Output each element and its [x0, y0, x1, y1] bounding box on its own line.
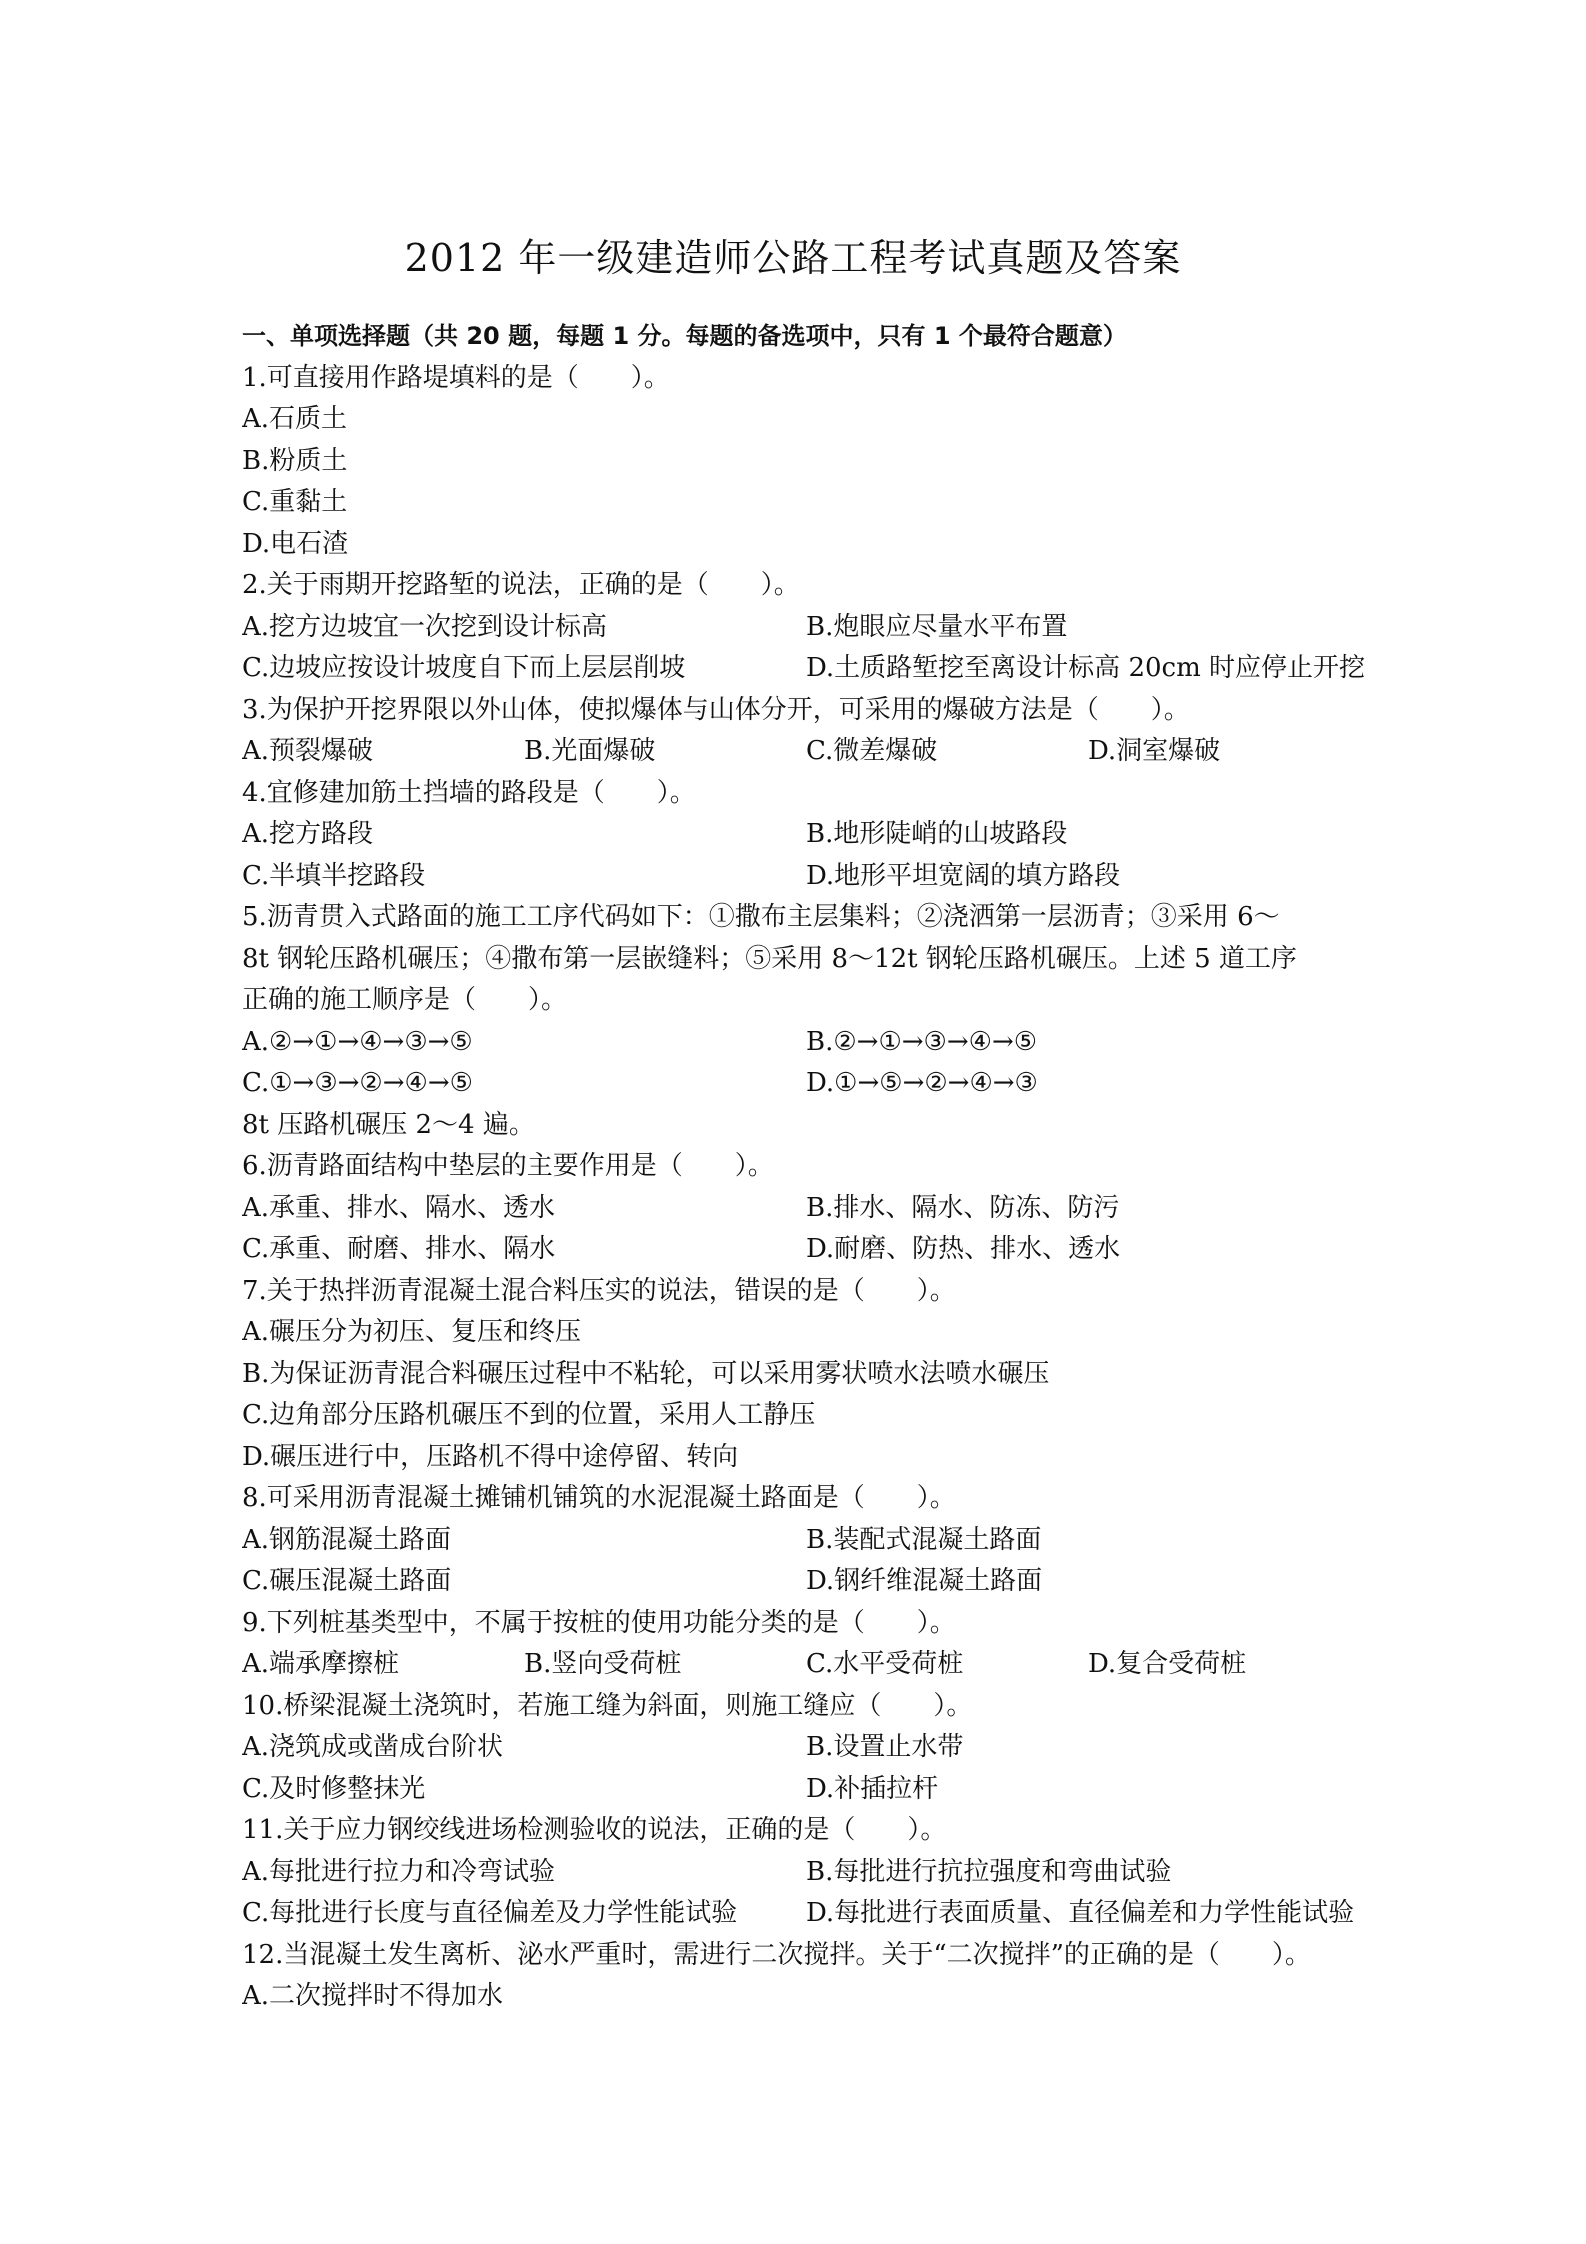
question-stem: 2.关于雨期开挖路堑的说法，正确的是（ ）。	[242, 570, 800, 600]
option-c: C.微差爆破	[806, 736, 938, 766]
option-a: A.预裂爆破	[242, 736, 374, 766]
option-a: A.碾压分为初压、复压和终压	[242, 1317, 582, 1347]
option-b: B.炮眼应尽量水平布置	[806, 611, 1068, 642]
option-b: B.设置止水带	[806, 1732, 964, 1762]
option-row	[242, 1229, 1372, 1271]
question-2	[242, 565, 1372, 690]
question-1	[242, 358, 1372, 566]
option-row	[242, 1063, 1372, 1105]
option-a: A.石质土	[242, 404, 348, 434]
question-stem: 7.关于热拌沥青混凝土混合料压实的说法，错误的是（ ）。	[242, 1275, 956, 1306]
question-6	[242, 1146, 1372, 1271]
question-note: 8t 压路机碾压 2～4 遍。	[242, 1109, 535, 1140]
option-a: A.端承摩擦桩	[242, 1649, 400, 1679]
document-body	[242, 316, 1372, 2018]
option-row	[242, 607, 1372, 649]
option-b: B.为保证沥青混合料碾压过程中不粘轮，可以采用雾状喷水法喷水碾压	[242, 1358, 1050, 1389]
option-b: B.②→①→③→④→⑤	[806, 1026, 1038, 1057]
option-a: A.每批进行拉力和冷弯试验	[242, 1856, 556, 1887]
option-c: C.①→③→②→④→⑤	[242, 1068, 473, 1098]
option-b: B.每批进行抗拉强度和弯曲试验	[806, 1856, 1172, 1887]
option-d: D.耐磨、防热、排水、透水	[806, 1234, 1121, 1264]
option-b: B.排水、隔水、防冻、防污	[806, 1192, 1120, 1223]
question-8	[242, 1478, 1372, 1603]
option-c: C.每批进行长度与直径偏差及力学性能试验	[242, 1898, 738, 1928]
question-4	[242, 773, 1372, 898]
document-title: 2012 年一级建造师公路工程考试真题及答案	[404, 236, 1182, 280]
option-b: B.地形陡峭的山坡路段	[806, 819, 1068, 849]
question-11	[242, 1810, 1372, 1935]
option-b: B.装配式混凝土路面	[806, 1524, 1042, 1555]
question-7	[242, 1271, 1372, 1479]
option-row	[242, 814, 1372, 856]
option-a: A.②→①→④→③→⑤	[242, 1026, 473, 1057]
option-row	[242, 856, 1372, 898]
option-b: B.竖向受荷桩	[524, 1649, 682, 1679]
option-d: D.洞室爆破	[1088, 736, 1221, 766]
question-10	[242, 1686, 1372, 1811]
option-row	[242, 1769, 1372, 1811]
option-c: C.重黏土	[242, 487, 348, 517]
option-row	[242, 731, 1372, 773]
option-row	[242, 1852, 1372, 1894]
option-a: A.承重、排水、隔水、透水	[242, 1192, 556, 1223]
question-stem: 11.关于应力钢绞线进场检测验收的说法，正确的是（ ）。	[242, 1815, 947, 1845]
option-c: C.承重、耐磨、排水、隔水	[242, 1234, 556, 1264]
question-9	[242, 1603, 1372, 1686]
option-c: C.及时修整抹光	[242, 1773, 426, 1804]
option-c: C.边坡应按设计坡度自下而上层层削坡	[242, 653, 686, 683]
option-a: A.二次搅拌时不得加水	[242, 1981, 504, 2011]
section-heading: 一、单项选择题（共 20 题，每题 1 分。每题的备选项中，只有 1 个最符合题意）	[242, 322, 1127, 350]
option-c: C.半填半挖路段	[242, 860, 426, 891]
option-row	[242, 1520, 1372, 1562]
option-row	[242, 1561, 1372, 1603]
option-c: C.水平受荷桩	[806, 1649, 964, 1679]
option-row	[242, 1644, 1372, 1686]
option-d: D.碾压进行中，压路机不得中途停留、转向	[242, 1441, 739, 1472]
option-a: A.挖方路段	[242, 819, 374, 849]
option-row	[242, 1022, 1372, 1064]
option-c: C.边角部分压路机碾压不到的位置，采用人工静压	[242, 1400, 816, 1430]
option-d: D.电石渣	[242, 528, 349, 559]
question-stem: 8.可采用沥青混凝土摊铺机铺筑的水泥混凝土路面是（ ）。	[242, 1483, 956, 1513]
option-b: B.粉质土	[242, 445, 348, 476]
question-5	[242, 897, 1372, 1146]
question-stem: 10.桥梁混凝土浇筑时，若施工缝为斜面，则施工缝应（ ）。	[242, 1690, 973, 1721]
option-c: C.碾压混凝土路面	[242, 1566, 452, 1596]
question-stem: 6.沥青路面结构中垫层的主要作用是（ ）。	[242, 1151, 774, 1181]
option-d: D.土质路堑挖至离设计标高 20cm 时应停止开挖	[806, 653, 1366, 683]
option-d: D.①→⑤→②→④→③	[806, 1068, 1038, 1098]
option-a: A.浇筑成或凿成台阶状	[242, 1732, 504, 1762]
question-stem: 9.下列桩基类型中，不属于按桩的使用功能分类的是（ ）。	[242, 1607, 956, 1638]
option-d: D.复合受荷桩	[1088, 1649, 1247, 1679]
question-12	[242, 1935, 1372, 2018]
question-stem: 3.为保护开挖界限以外山体，使拟爆体与山体分开，可采用的爆破方法是（ ）。	[242, 694, 1190, 725]
option-a: A.钢筋混凝土路面	[242, 1524, 452, 1555]
option-b: B.光面爆破	[524, 736, 656, 766]
question-stem: 正确的施工顺序是（ ）。	[242, 985, 568, 1015]
option-a: A.挖方边坡宜一次挖到设计标高	[242, 611, 608, 642]
option-row	[242, 1727, 1372, 1769]
option-row	[242, 1893, 1372, 1935]
question-3	[242, 690, 1372, 773]
question-stem: 12.当混凝土发生离析、泌水严重时，需进行二次搅拌。关于“二次搅拌”的正确的是（ ）。	[242, 1939, 1311, 1970]
question-stem: 4.宜修建加筋土挡墙的路段是（ ）。	[242, 777, 696, 808]
option-row	[242, 1188, 1372, 1230]
option-d: D.钢纤维混凝土路面	[806, 1566, 1043, 1596]
option-d: D.每批进行表面质量、直径偏差和力学性能试验	[806, 1898, 1355, 1928]
option-d: D.地形平坦宽阔的填方路段	[806, 860, 1121, 891]
option-d: D.补插拉杆	[806, 1773, 939, 1804]
question-stem: 1.可直接用作路堤填料的是（ ）。	[242, 362, 670, 393]
option-row	[242, 648, 1372, 690]
question-stem: 8t 钢轮压路机碾压；④撒布第一层嵌缝料；⑤采用 8～12t 钢轮压路机碾压。上述 5 道工序	[242, 943, 1297, 974]
question-stem: 5.沥青贯入式路面的施工工序代码如下：①撒布主层集料；②浇洒第一层沥青；③采用 6～	[242, 902, 1280, 932]
